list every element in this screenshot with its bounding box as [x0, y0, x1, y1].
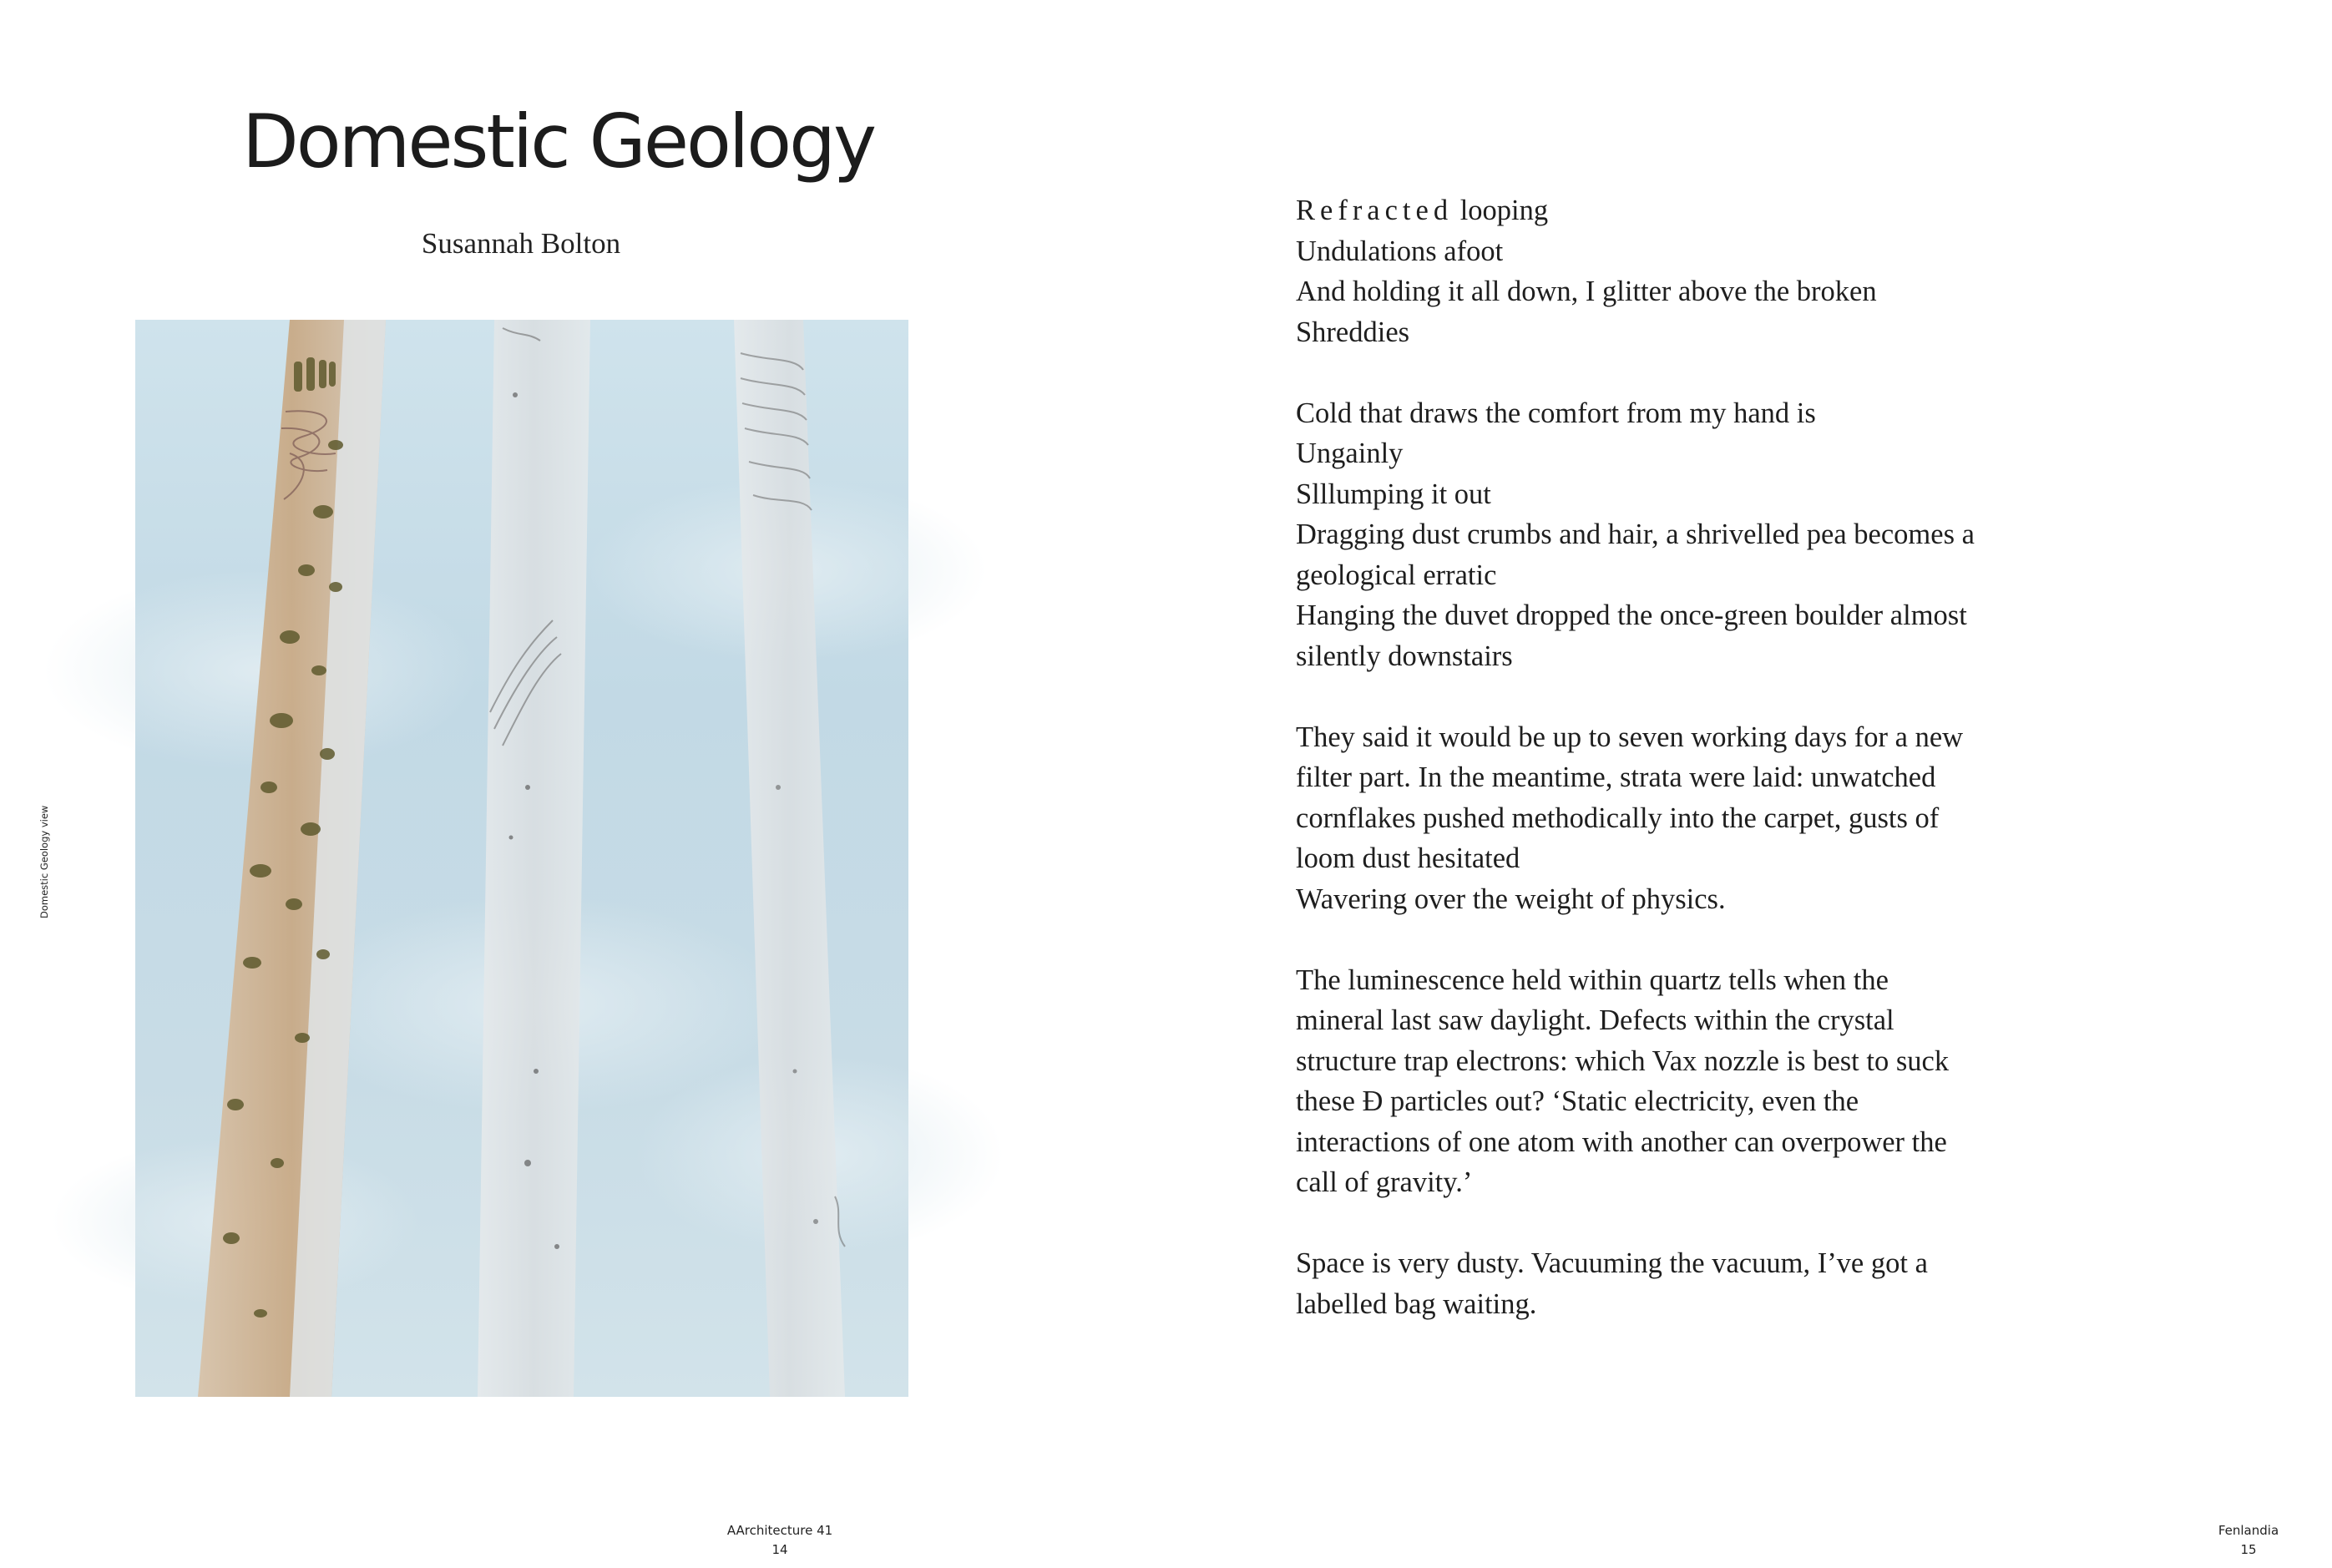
poem-text [1296, 190, 2047, 1324]
poem-line: labelled bag waiting. [1296, 1287, 1537, 1320]
poem-line [1296, 190, 2047, 231]
line-rest: looping [1453, 195, 1549, 226]
domestic-geology-photo [135, 320, 908, 1397]
right-page [1082, 0, 2279, 1568]
publication-name: Fenlandia [2218, 1523, 2279, 1538]
page-number: 14 [771, 1542, 788, 1557]
poem-line: They said it would be up to seven working days for a new [1296, 721, 1964, 753]
poem-line: geological erratic [1296, 559, 1497, 591]
stanza-break [1296, 352, 2047, 393]
poem-line: call of gravity.’ [1296, 1166, 1473, 1198]
poem-line: Cold that draws the comfort from my hand is [1296, 397, 1816, 429]
poem-line: Shreddies [1296, 316, 1410, 348]
poem-line: Slllumping it out [1296, 478, 1491, 510]
publication-name: AArchitecture 41 [726, 1523, 833, 1538]
poem-line: cornflakes pushed methodically into the carpet, gusts of [1296, 802, 1940, 834]
folio-left [696, 1521, 863, 1560]
left-page [0, 0, 1082, 1568]
side-caption: Domestic Geology view [38, 805, 50, 918]
page-number: 15 [2240, 1542, 2257, 1557]
poem-line: Hanging the duvet dropped the once-green boulder almost [1296, 599, 1967, 631]
poem-line: structure trap electrons: which Vax nozzle is best to suck [1296, 1044, 1950, 1077]
spaced-word: Refracted [1296, 195, 1454, 226]
poem-line: mineral last saw daylight. Defects within the crystal [1296, 1004, 1894, 1036]
poem-line: Wavering over the weight of physics. [1296, 883, 1726, 915]
poem-line: these Ð particles out? ‘Static electricity, even the [1296, 1085, 1859, 1117]
stanza-break [1296, 676, 2047, 717]
poem-line: loom dust hesitated [1296, 842, 1520, 874]
poem-line: filter part. In the meantime, strata were laid: unwatched [1296, 761, 1936, 793]
poem-line: Ungainly [1296, 438, 1404, 469]
article-title: Domestic Geology [242, 99, 875, 185]
poem-line: silently downstairs [1296, 640, 1513, 672]
author-name: Susannah Bolton [421, 227, 621, 260]
poem-line: And holding it all down, I glitter above the broken [1296, 276, 1877, 307]
poem-line: interactions of one atom with another can overpower the [1296, 1125, 1947, 1158]
poem-line: Space is very dusty. Vacuuming the vacuum, I’ve got a [1296, 1247, 1928, 1279]
poem-line: Dragging dust crumbs and hair, a shrivelled pea becomes a [1296, 518, 1975, 550]
stanza-break [1296, 1203, 2047, 1244]
stanza-break [1296, 919, 2047, 960]
poem-line: Undulations afoot [1296, 235, 1504, 267]
poem-line: The luminescence held within quartz tells when the [1296, 964, 1889, 996]
folio-right [2165, 1521, 2332, 1560]
